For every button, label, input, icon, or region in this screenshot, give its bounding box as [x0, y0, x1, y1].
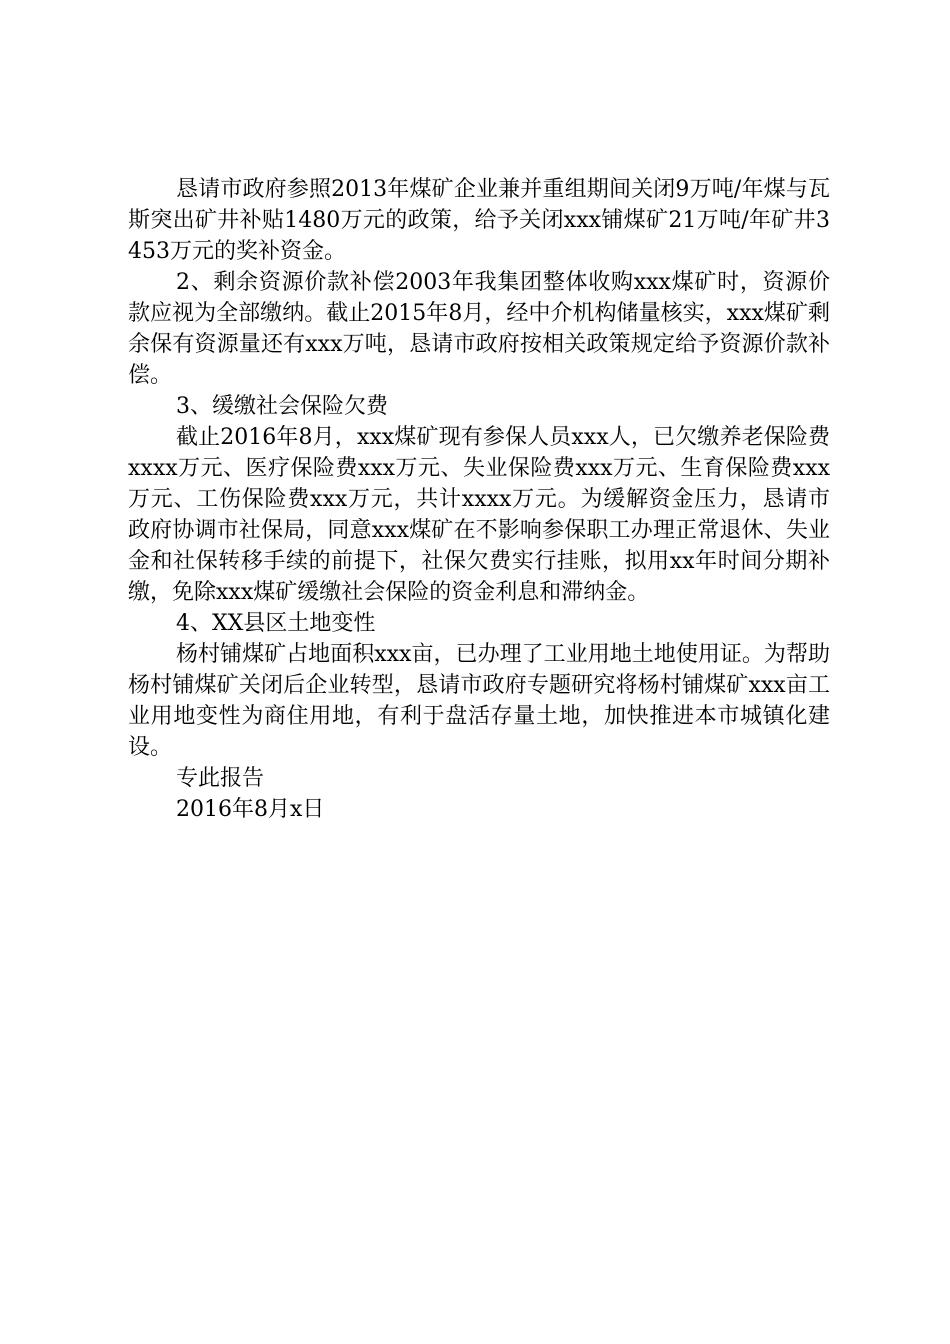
paragraph-resource-compensation: 2、剩余资源价款补偿2003年我集团整体收购xxx煤矿时，资源价款应视为全部缴纳。截止2015年8月，经中介机构储量核实，xxx煤矿剩余保有资源量还有xxx万吨，恳请市政府按相关政策规定给予资源价款补偿。: [128, 270, 830, 388]
document-page: [128, 174, 830, 825]
closing-report: 专此报告: [176, 766, 265, 791]
report-date: 2016年8月x日: [176, 797, 325, 822]
paragraph-subsidy-request: 恳请市政府参照2013年煤矿企业兼并重组期间关闭9万吨/年煤与瓦斯突出矿井补贴1480万元的政策，给予关闭xxx铺煤矿21万吨/年矿井3453万元的奖补资金。: [128, 177, 830, 264]
paragraph-land-conversion: 杨村铺煤矿占地面积xxx亩，已办理了工业用地土地使用证。为帮助杨村铺煤矿关闭后企业转型，恳请市政府专题研究将杨村铺煤矿xxx亩工业用地变性为商住用地，有利于盘活存量土地，加快推进本市城镇化建设。: [128, 642, 830, 760]
heading-land-conversion: 4、XX县区土地变性: [176, 611, 376, 636]
heading-social-insurance: 3、缓缴社会保险欠费: [176, 394, 388, 419]
paragraph-social-insurance: 截止2016年8月，xxx煤矿现有参保人员xxx人，已欠缴养老保险费xxxx万元、医疗保险费xxx万元、失业保险费xxx万元、生育保险费xxx万元、工伤保险费xxx万元，共计xxxx万元。为缓解资金压力，恳请市政府协调市社保局，同意xxx煤矿在不影响参保职工办理正常退休、失业金和社保转移手续的前提下，社保欠费实行挂账，拟用xx年时间分期补缴，免除xxx煤矿缓缴社会保险的资金利息和滞纳金。: [128, 425, 830, 605]
